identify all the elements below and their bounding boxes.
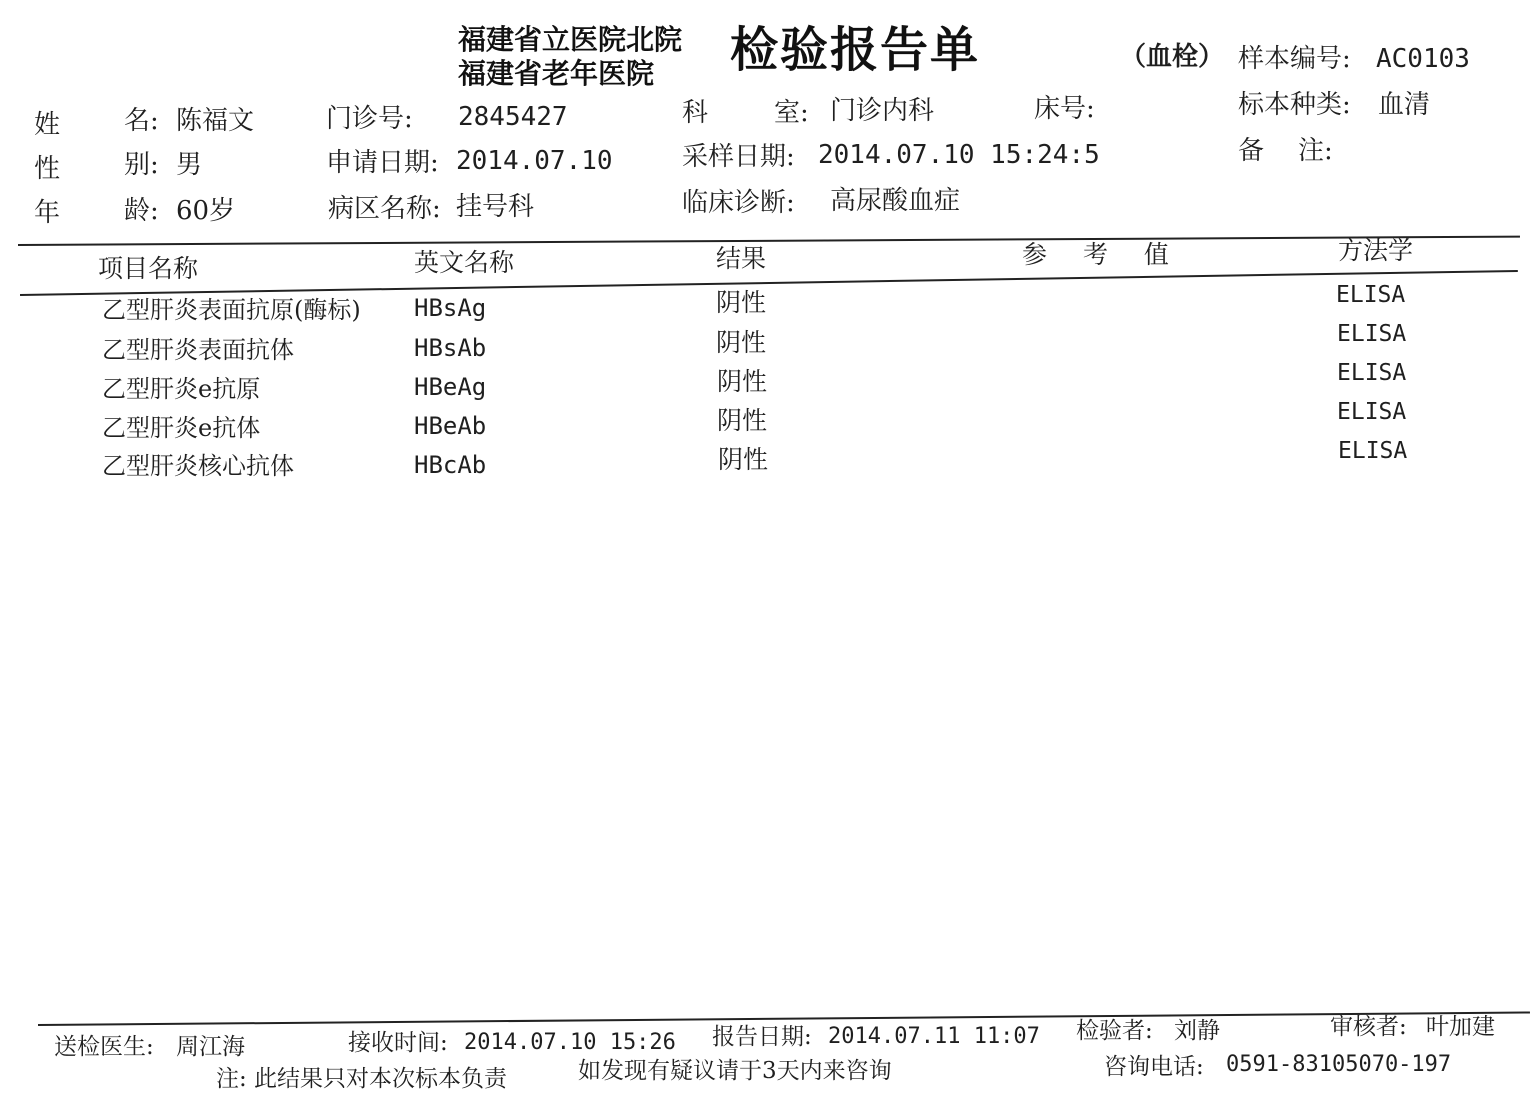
remark-label-a: 备 — [1238, 136, 1265, 166]
row-item-name: 乙型肝炎e抗原 — [102, 375, 261, 403]
sample-date-label: 采样日期: — [682, 142, 795, 172]
phone-label: 咨询电话: — [1104, 1054, 1204, 1080]
report-type-tag: （血栓） — [1120, 42, 1225, 72]
row-method: ELISA — [1337, 360, 1407, 386]
tester-label: 检验者: — [1076, 1018, 1153, 1044]
apply-date-label: 申请日期: — [326, 148, 439, 178]
row-english-name: HBeAb — [414, 412, 487, 440]
clinic-no-label: 门诊号: — [326, 104, 413, 134]
row-result: 阴性 — [717, 367, 768, 396]
hospital-name-line2: 福建省老年医院 — [458, 57, 655, 90]
disclaimer-note-2: 如发现有疑议请于3天内来咨询 — [578, 1058, 892, 1084]
remark-label-b: 注: — [1298, 136, 1333, 166]
doctor-label: 送检医生: — [54, 1034, 154, 1060]
report-date-value: 2014.07.11 11:07 — [828, 1024, 1040, 1049]
sex-label-b: 别: — [124, 150, 159, 180]
col-header-result: 结果 — [716, 244, 767, 273]
row-item-name: 乙型肝炎核心抗体 — [102, 452, 294, 480]
diagnosis-value: 高尿酸血症 — [830, 186, 961, 216]
row-item-name: 乙型肝炎e抗体 — [102, 414, 261, 442]
specimen-value: 血清 — [1378, 90, 1431, 120]
sample-no-value: AC0103 — [1376, 44, 1470, 74]
patient-name: 陈福文 — [176, 106, 255, 136]
table-header-rule — [20, 270, 1518, 296]
bed-label: 床号: — [1034, 94, 1095, 124]
report-title: 检验报告单 — [730, 22, 981, 78]
dept-label-b: 室: — [774, 98, 809, 128]
dept-value: 门诊内科 — [830, 96, 935, 126]
age-label-b: 龄: — [124, 196, 159, 226]
receive-time-value: 2014.07.10 15:26 — [464, 1030, 676, 1055]
report-date-label: 报告日期: — [712, 1024, 812, 1050]
col-header-reference: 参 考 值 — [1022, 240, 1183, 269]
name-label-a: 姓 — [34, 110, 61, 140]
row-english-name: HBsAg — [414, 294, 487, 322]
receive-time-label: 接收时间: — [348, 1030, 448, 1056]
row-method: ELISA — [1338, 438, 1408, 464]
row-method: ELISA — [1336, 282, 1406, 308]
tester-value: 刘静 — [1174, 1018, 1220, 1044]
row-method: ELISA — [1337, 321, 1407, 347]
row-result: 阴性 — [718, 445, 769, 474]
apply-date-value: 2014.07.10 — [456, 146, 613, 176]
patient-age: 60岁 — [176, 196, 236, 226]
patient-sex: 男 — [176, 150, 203, 180]
doctor-value: 周江海 — [176, 1034, 245, 1060]
diagnosis-label: 临床诊断: — [682, 188, 795, 218]
row-english-name: HBsAb — [414, 334, 487, 362]
age-label-a: 年 — [34, 198, 61, 228]
clinic-no-value: 2845427 — [458, 102, 568, 132]
name-label-b: 名: — [124, 106, 159, 136]
sample-date-value: 2014.07.10 15:24:5 — [818, 140, 1100, 170]
phone-value: 0591-83105070-197 — [1226, 1052, 1452, 1077]
specimen-label: 标本种类: — [1238, 90, 1351, 120]
row-english-name: HBeAg — [414, 373, 487, 401]
col-header-method: 方法学 — [1338, 236, 1414, 265]
col-header-english-name: 英文名称 — [414, 248, 515, 277]
row-result: 阴性 — [716, 288, 767, 317]
sample-no-label: 样本编号: — [1238, 44, 1351, 74]
dept-label-a: 科 — [682, 98, 709, 128]
disclaimer-note: 注: 此结果只对本次标本负责 — [216, 1066, 508, 1092]
ward-label: 病区名称: — [328, 194, 441, 224]
table-top-rule — [18, 236, 1520, 246]
ward-value: 挂号科 — [456, 192, 535, 222]
sex-label-a: 性 — [34, 154, 61, 184]
row-result: 阴性 — [717, 406, 768, 435]
row-english-name: HBcAb — [414, 451, 487, 479]
reviewer-value: 叶加建 — [1426, 1014, 1495, 1040]
reviewer-label: 审核者: — [1330, 1014, 1407, 1040]
col-header-item-name: 项目名称 — [98, 254, 199, 283]
row-result: 阴性 — [716, 328, 767, 357]
hospital-name-line1: 福建省立医院北院 — [458, 23, 683, 56]
row-method: ELISA — [1337, 399, 1407, 425]
row-item-name: 乙型肝炎表面抗原(酶标) — [102, 296, 361, 324]
row-item-name: 乙型肝炎表面抗体 — [102, 336, 294, 364]
